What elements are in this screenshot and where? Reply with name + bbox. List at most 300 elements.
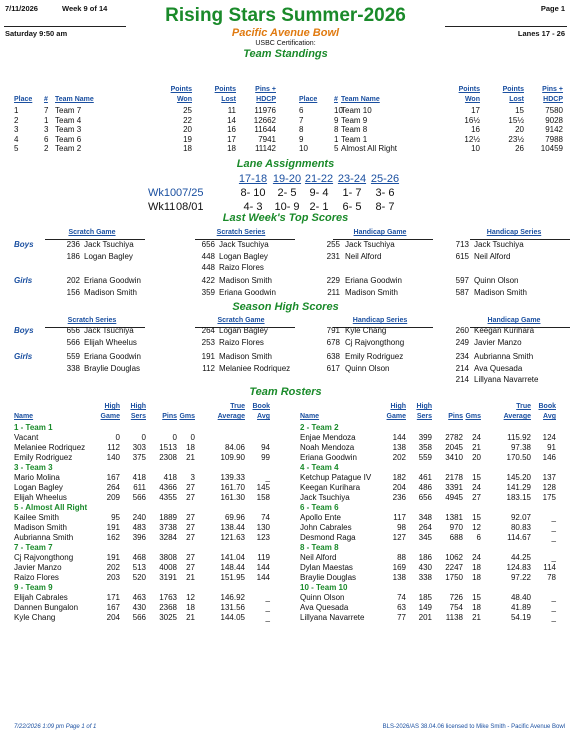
- lane-date: 07/25: [176, 187, 204, 199]
- high-game: 203: [106, 573, 120, 582]
- high-game: 95: [111, 513, 120, 522]
- score-value: 656: [201, 240, 215, 249]
- standings-cell: 17: [471, 106, 480, 115]
- player-name: Javier Manzo: [14, 563, 62, 572]
- standings-cell: 10459: [540, 144, 563, 153]
- standings-cell: Team 4: [55, 115, 82, 125]
- section-lane-assignments: Lane Assignments: [236, 158, 335, 170]
- high-series: 396: [132, 533, 146, 542]
- book-average: 99: [261, 453, 270, 462]
- score-header: Scratch Series: [216, 229, 266, 236]
- true-average: 141.29: [506, 483, 531, 492]
- total-pins: 970: [449, 523, 463, 532]
- roster-header: High: [104, 403, 120, 410]
- bowler-name: Kyle Chang: [345, 326, 387, 335]
- high-game: 112: [107, 443, 120, 452]
- book-average: _: [265, 473, 270, 482]
- book-average: 146: [542, 453, 556, 462]
- bowler-name: Madison Smith: [219, 352, 272, 361]
- player-name: Raizo Flores: [14, 573, 59, 582]
- lane-pair-header: 23-24: [337, 173, 367, 185]
- bowler-name: Jack Tsuchiya: [84, 326, 134, 335]
- score-header: Handicap Game: [487, 317, 541, 324]
- standings-cell: 9142: [545, 125, 563, 134]
- roster-header: Book: [252, 403, 270, 410]
- games: 27: [186, 553, 195, 562]
- games: 27: [186, 493, 195, 502]
- bowler-name: Jack Tsuchiya: [219, 240, 269, 249]
- games: 20: [472, 453, 481, 462]
- high-game: 191: [106, 523, 120, 532]
- score-value: 264: [201, 326, 215, 335]
- high-game: 98: [397, 523, 406, 532]
- page-number: Page 1: [540, 4, 565, 13]
- standings-cell: 8: [334, 125, 339, 134]
- roster-header: Gms: [179, 413, 195, 420]
- bowler-name: Ava Quesada: [474, 363, 523, 373]
- standings-cell: 7: [299, 115, 304, 125]
- standings-cell: 9: [334, 115, 339, 125]
- high-series: 430: [132, 603, 146, 612]
- player-name: Keegan Kurihara: [300, 483, 361, 492]
- standings-header: Points: [502, 86, 524, 93]
- score-value: 236: [66, 240, 80, 249]
- high-game: 182: [392, 473, 406, 482]
- player-name: Apollo Ente: [300, 513, 341, 522]
- score-value: 229: [326, 276, 340, 285]
- high-game: 236: [392, 493, 406, 502]
- total-pins: 3391: [445, 483, 463, 492]
- high-series: 303: [132, 443, 146, 452]
- high-series: 338: [418, 573, 432, 582]
- total-pins: 1750: [445, 573, 463, 582]
- total-pins: 754: [449, 603, 463, 612]
- high-game: 77: [397, 613, 406, 622]
- bowler-name: Madison Smith: [219, 276, 272, 285]
- player-name: Logan Bagley: [14, 483, 63, 492]
- team-heading: 4 - Team 4: [300, 463, 339, 472]
- true-average: 161.30: [220, 493, 245, 502]
- roster-header: Sers: [416, 413, 432, 420]
- bowler-name: Emily Rodriguez: [345, 352, 404, 361]
- standings-cell: Almost All Right: [341, 144, 398, 153]
- score-value: 678: [326, 337, 340, 347]
- score-value: 359: [201, 287, 215, 297]
- total-pins: 1062: [445, 553, 463, 562]
- games: 15: [472, 593, 481, 602]
- book-average: 145: [256, 483, 270, 492]
- high-series: 463: [132, 593, 146, 602]
- high-series: 399: [418, 433, 432, 442]
- score-value: 234: [455, 352, 469, 361]
- footer-print-info: 7/22/2026 1:09 pm Page 1 of 1: [14, 724, 97, 730]
- score-value: 617: [326, 363, 340, 373]
- standings-cell: 20: [183, 125, 192, 134]
- high-series: 461: [418, 473, 432, 482]
- bowler-name: Braylie Douglas: [84, 363, 141, 373]
- bowler-name: Eriana Goodwin: [84, 276, 141, 285]
- total-pins: 1381: [445, 513, 463, 522]
- roster-header: Game: [100, 413, 120, 420]
- high-game: 202: [106, 563, 120, 572]
- true-average: 41.89: [510, 603, 531, 612]
- score-value: 186: [66, 251, 80, 261]
- player-name: Noah Mendoza: [300, 443, 355, 452]
- high-game: 138: [392, 443, 406, 452]
- score-value: 597: [455, 276, 469, 285]
- high-series: 201: [418, 613, 432, 622]
- player-name: Elijah Cabrales: [14, 593, 68, 602]
- total-pins: 4008: [159, 563, 177, 572]
- score-header: Handicap Series: [352, 317, 408, 324]
- standings-cell: 18: [227, 144, 236, 153]
- player-name: Desmond Raga: [300, 533, 356, 542]
- total-pins: 1889: [159, 513, 177, 522]
- book-average: _: [551, 553, 556, 562]
- page-title: Rising Stars Summer-2026: [165, 5, 406, 26]
- score-header: Handicap Game: [353, 229, 407, 236]
- player-name: Eriana Goodwin: [300, 453, 357, 462]
- score-value: 422: [201, 276, 215, 285]
- player-name: Emily Rodriguez: [14, 453, 73, 462]
- games: 24: [472, 433, 481, 442]
- bowler-name: Raizo Flores: [219, 337, 264, 347]
- standings-cell: 6: [44, 134, 49, 144]
- total-pins: 2782: [445, 433, 463, 442]
- bowler-name: Eriana Goodwin: [345, 276, 402, 285]
- lane-assignment: 4- 3: [243, 201, 263, 213]
- standings-cell: 3: [44, 125, 49, 134]
- player-name: Ava Quesada: [300, 603, 349, 612]
- bowler-name: Javier Manzo: [474, 337, 522, 347]
- book-average: 128: [542, 483, 556, 492]
- games: 27: [186, 483, 195, 492]
- bowler-name: Madison Smith: [474, 287, 527, 297]
- total-pins: 2308: [159, 453, 177, 462]
- high-series: 483: [132, 523, 146, 532]
- high-series: 186: [418, 553, 432, 562]
- standings-cell: 2: [14, 115, 19, 125]
- section-last-week-top-scores: Last Week's Top Scores: [222, 212, 349, 224]
- standings-cell: 7941: [258, 134, 276, 144]
- bowler-name: Logan Bagley: [84, 251, 133, 261]
- total-pins: 2368: [159, 603, 177, 612]
- roster-header: True: [516, 403, 531, 410]
- standings-cell: 18: [183, 144, 192, 153]
- true-average: 146.92: [220, 593, 245, 602]
- girls-label: Girls: [14, 276, 33, 285]
- high-series: 418: [132, 473, 146, 482]
- standings-header: HDCP: [256, 96, 276, 103]
- player-name: Madison Smith: [14, 523, 67, 532]
- high-game: 167: [106, 603, 120, 612]
- score-value: 253: [201, 337, 215, 347]
- games: 12: [472, 523, 481, 532]
- high-game: 167: [106, 473, 120, 482]
- true-average: 97.38: [510, 443, 531, 452]
- games: 21: [472, 613, 481, 622]
- high-game: 0: [115, 433, 120, 442]
- lane-week: Wk11: [148, 201, 176, 213]
- standings-cell: Team 7: [55, 106, 82, 115]
- bowler-name: Keegan Kurihara: [474, 326, 535, 335]
- roster-header: Name: [14, 413, 34, 420]
- high-series: 185: [418, 593, 432, 602]
- true-average: 84.06: [224, 443, 245, 452]
- standings-cell: Team 6: [55, 134, 82, 144]
- bowler-name: Eriana Goodwin: [84, 352, 141, 361]
- lane-assignment: 10- 9: [274, 201, 300, 213]
- standings-cell: 9: [299, 134, 304, 144]
- standings-header: Won: [464, 96, 480, 103]
- lane-assignment: 8- 7: [375, 201, 395, 213]
- standings-cell: 16: [471, 125, 480, 134]
- games: 18: [472, 563, 481, 572]
- standings-header: Pins +: [542, 86, 563, 93]
- book-average: 123: [256, 533, 270, 542]
- standings-header: Points: [214, 86, 236, 93]
- usbc-certification: USBC Certification:: [255, 40, 316, 47]
- total-pins: 3808: [159, 553, 177, 562]
- roster-header: High: [390, 403, 406, 410]
- high-game: 127: [392, 533, 406, 542]
- roster-header: High: [130, 403, 146, 410]
- total-pins: 688: [449, 533, 463, 542]
- high-game: 140: [106, 453, 120, 462]
- standings-cell: 11: [227, 106, 236, 115]
- boys-label: Boys: [14, 240, 34, 249]
- lanes-range: Lanes 17 - 26: [517, 29, 565, 38]
- roster-header: Name: [300, 413, 320, 420]
- total-pins: 3410: [445, 453, 463, 462]
- total-pins: 2247: [445, 563, 463, 572]
- total-pins: 1763: [159, 593, 177, 602]
- roster-header: True: [230, 403, 245, 410]
- lane-pair-header: 19-20: [272, 173, 302, 185]
- games: 3: [190, 473, 195, 482]
- true-average: 44.25: [510, 553, 531, 562]
- games: 21: [472, 443, 481, 452]
- roster-header: Book: [538, 403, 556, 410]
- standings-cell: 5: [14, 144, 19, 153]
- high-game: 264: [106, 483, 120, 492]
- player-name: Vacant: [14, 433, 39, 442]
- standings-cell: 11142: [254, 144, 276, 153]
- standings-cell: Team 10: [341, 106, 372, 115]
- section-season-high-scores: Season High Scores: [232, 301, 339, 313]
- lane-assignment: 6- 5: [342, 201, 362, 213]
- roster-header: Avg: [257, 413, 270, 420]
- lane-pair-header: 25-26: [370, 173, 400, 185]
- standings-cell: 1: [44, 115, 49, 125]
- bowler-name: Jack Tsuchiya: [474, 240, 524, 249]
- true-average: 114.67: [507, 533, 531, 542]
- player-name: Jack Tsuchiya: [300, 493, 350, 502]
- true-average: 92.07: [510, 513, 531, 522]
- player-name: Cj Rajvongthong: [14, 553, 74, 562]
- games: 18: [472, 603, 481, 612]
- standings-header: Team Name: [55, 96, 94, 103]
- standings-cell: 22: [183, 115, 192, 125]
- score-header: Scratch Series: [67, 317, 117, 324]
- week-indicator: Week 9 of 14: [62, 4, 108, 13]
- book-average: 91: [547, 443, 556, 452]
- total-pins: 3284: [159, 533, 177, 542]
- bowling-center: Pacific Avenue Bowl: [231, 27, 340, 39]
- standings-cell: 7: [44, 106, 49, 115]
- standings-header: #: [44, 96, 48, 103]
- true-average: 54.19: [510, 613, 531, 622]
- standings-header: Place: [14, 96, 33, 103]
- book-average: 124: [542, 433, 556, 442]
- high-game: 171: [106, 593, 120, 602]
- standings-cell: 11644: [254, 125, 276, 134]
- book-average: 130: [256, 523, 270, 532]
- standings-header: Points: [458, 86, 480, 93]
- high-series: 559: [418, 453, 432, 462]
- high-game: 204: [106, 613, 120, 622]
- true-average: 48.40: [510, 593, 531, 602]
- bowler-name: Lillyana Navarrete: [474, 375, 539, 384]
- high-game: 74: [397, 593, 406, 602]
- team-heading: 3 - Team 3: [14, 463, 53, 472]
- player-name: Neil Alford: [300, 553, 337, 562]
- games: 21: [186, 573, 195, 582]
- score-value: 255: [326, 240, 340, 249]
- high-series: 520: [132, 573, 146, 582]
- lane-assignment: 3- 6: [375, 187, 395, 199]
- true-average: 124.83: [506, 563, 531, 572]
- score-value: 191: [201, 352, 215, 361]
- true-average: 161.70: [220, 483, 245, 492]
- team-heading: 7 - Team 7: [14, 543, 53, 552]
- standings-cell: 16: [227, 125, 236, 134]
- games: 15: [472, 513, 481, 522]
- true-average: 170.50: [506, 453, 531, 462]
- score-value: 656: [66, 326, 80, 335]
- roster-header: Gms: [465, 413, 481, 420]
- score-value: 156: [66, 287, 80, 297]
- high-series: 566: [132, 493, 146, 502]
- standings-cell: 10: [471, 144, 480, 153]
- bowler-name: Elijah Wheelus: [84, 337, 137, 347]
- true-average: 109.90: [220, 453, 245, 462]
- high-game: 138: [392, 573, 406, 582]
- score-value: 713: [455, 240, 469, 249]
- standings-header: Lost: [221, 96, 236, 103]
- high-series: 513: [132, 563, 146, 572]
- section-team-rosters: Team Rosters: [249, 386, 322, 398]
- high-series: 656: [418, 493, 432, 502]
- high-series: 240: [132, 513, 146, 522]
- true-average: 139.33: [220, 473, 245, 482]
- bowler-name: Neil Alford: [474, 251, 511, 261]
- score-value: 338: [66, 363, 80, 373]
- standings-cell: 15½: [508, 115, 524, 125]
- standings-cell: 8: [299, 125, 304, 134]
- score-value: 448: [201, 263, 215, 272]
- book-average: _: [551, 533, 556, 542]
- high-game: 88: [397, 553, 406, 562]
- player-name: Dylan Maestas: [300, 563, 353, 572]
- standings-cell: 6: [299, 106, 304, 115]
- score-value: 566: [66, 337, 80, 347]
- true-average: 138.44: [220, 523, 245, 532]
- score-value: 214: [455, 375, 469, 384]
- team-heading: 1 - Team 1: [14, 423, 53, 432]
- standings-cell: 10: [334, 106, 343, 115]
- lane-assignment: 2- 1: [309, 201, 329, 213]
- standings-cell: 10: [299, 144, 308, 153]
- player-name: Elijah Wheelus: [14, 493, 67, 502]
- true-average: 145.20: [506, 473, 531, 482]
- high-game: 209: [106, 493, 120, 502]
- roster-header: Average: [503, 413, 531, 420]
- roster-header: Sers: [130, 413, 146, 420]
- standings-cell: 11976: [254, 106, 276, 115]
- standings-header: #: [334, 96, 338, 103]
- book-average: _: [265, 613, 270, 622]
- footer-license: BLS-2026/AS 38.04.06 licensed to Mike Smith - Pacific Avenue Bowl: [382, 724, 565, 730]
- high-series: 566: [132, 613, 146, 622]
- report-date: 7/11/2026: [5, 4, 38, 13]
- book-average: _: [551, 603, 556, 612]
- bowler-name: Quinn Olson: [474, 276, 519, 285]
- roster-header: Average: [217, 413, 245, 420]
- team-heading: 5 - Almost All Right: [14, 503, 88, 512]
- games: 27: [186, 533, 195, 542]
- high-game: 202: [392, 453, 406, 462]
- score-value: 202: [66, 276, 80, 285]
- standings-cell: 20: [515, 125, 524, 134]
- roster-header: Game: [386, 413, 406, 420]
- games: 18: [186, 603, 195, 612]
- standings-cell: Team 9: [341, 115, 368, 125]
- standings-header: Team Name: [341, 96, 380, 103]
- games: 15: [472, 473, 481, 482]
- high-series: 375: [132, 453, 146, 462]
- standings-cell: 16½: [464, 115, 480, 125]
- standings-cell: 26: [515, 144, 524, 153]
- girls-label: Girls: [14, 352, 33, 361]
- standings-cell: 1: [14, 106, 19, 115]
- high-game: 144: [392, 433, 406, 442]
- bowler-name: Cj Rajvongthong: [345, 337, 405, 347]
- standings-cell: Team 1: [341, 134, 368, 144]
- book-average: _: [551, 513, 556, 522]
- standings-cell: 9028: [545, 115, 563, 125]
- true-average: 183.15: [506, 493, 531, 502]
- player-name: Aubrianna Smith: [14, 533, 74, 542]
- score-header: Scratch Game: [68, 229, 116, 236]
- games: 27: [186, 513, 195, 522]
- roster-header: Pins: [448, 413, 463, 420]
- team-heading: 8 - Team 8: [300, 543, 339, 552]
- standings-cell: 14: [227, 115, 236, 125]
- roster-header: Pins: [162, 413, 177, 420]
- score-value: 791: [326, 326, 340, 335]
- high-series: 430: [418, 563, 432, 572]
- bowler-name: Madison Smith: [84, 287, 137, 297]
- book-average: _: [551, 613, 556, 622]
- high-series: 611: [133, 483, 146, 492]
- total-pins: 1138: [445, 613, 463, 622]
- player-name: Mario Molina: [14, 473, 60, 482]
- high-game: 169: [392, 563, 406, 572]
- standings-cell: 17: [227, 134, 236, 144]
- player-name: Braylie Douglas: [300, 573, 357, 582]
- total-pins: 726: [449, 593, 463, 602]
